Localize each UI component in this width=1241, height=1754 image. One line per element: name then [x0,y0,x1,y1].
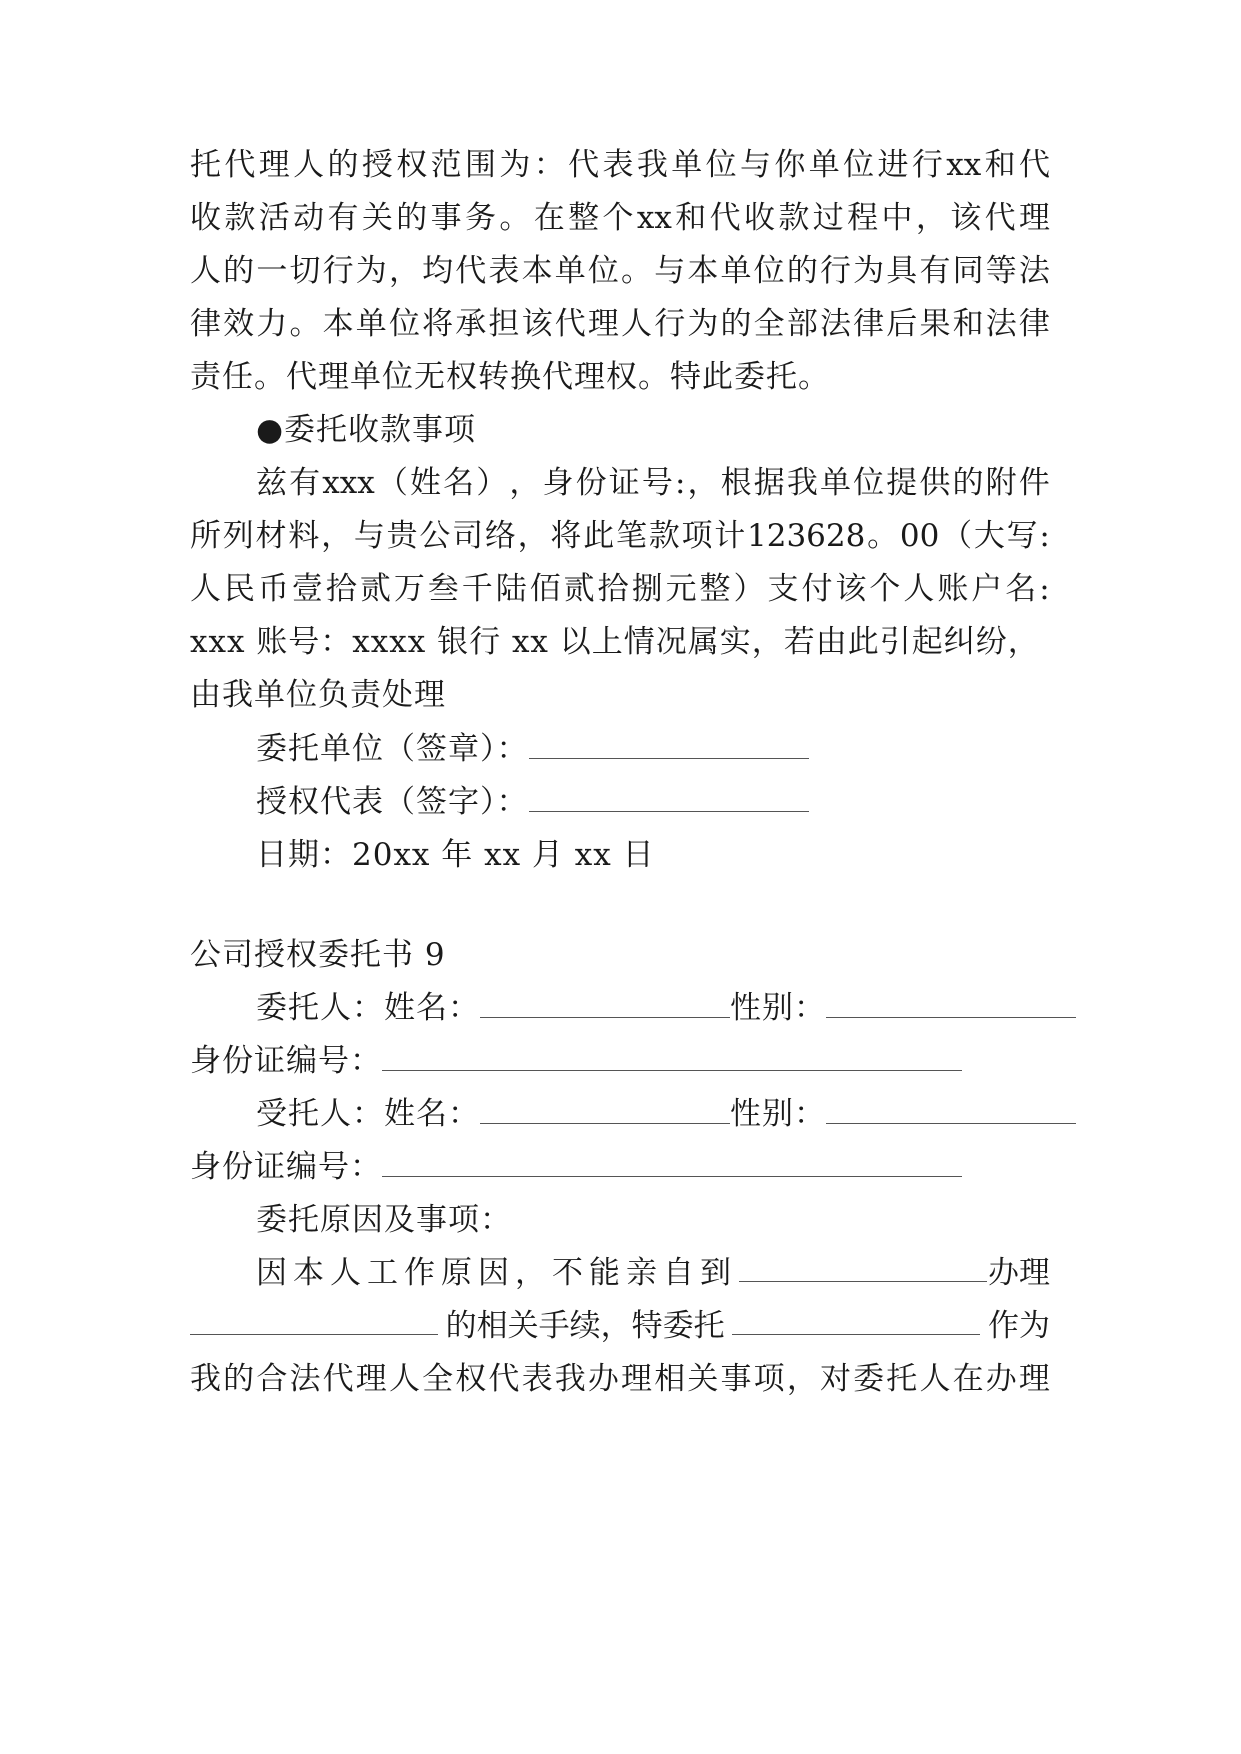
sign-unit-blank[interactable] [529,730,809,759]
agent-id-blank[interactable] [382,1148,962,1177]
reason-line-1-end: 办理 [988,1255,1050,1291]
paragraph-2-line-5: 由我单位负责处理 [190,677,446,713]
principal-gender-label: 性别： [730,990,826,1026]
agent-id-row [190,1147,962,1187]
paragraph-1-line-2: 收 款 活 动 有 关 的 事 务 。 在 整 个 xx 和 代 收 款 过 程 中 ， 该 代 理 [190,200,1050,236]
paragraph-1-line-1: 托 代 理 人 的 授 权 范 围 为 ： 代 表 我 单 位 与 你 单 位 进 行 xx 和 代 [190,147,1050,183]
paragraph-2-line-4: xxx 账号：xxxx 银行 xx 以上情况属实，若由此引起纠纷， [190,624,1040,660]
agent-gender-label: 性别： [730,1096,826,1132]
principal-id-label: 身份证编号： [190,1043,382,1079]
reason-place-blank[interactable] [739,1253,987,1282]
paragraph-1-line-3: 人 的 一 切 行 为 ， 均 代 表 本 单 位 。 与 本 单 位 的 行 为 具 有 同 等 法 [190,253,1050,289]
principal-gender-blank[interactable] [826,989,1076,1018]
reason-line-2-end: 作为 [987,1308,1050,1344]
paragraph-2-line-1: 兹 有 xxx （ 姓 名 ） ， 身 份 证 号 : ， 根 据 我 单 位 提 供 的 附 件 [256,465,1050,501]
agent-name-label: 受托人：姓名： [256,1096,480,1132]
agent-row [256,1094,1076,1134]
bullet-heading: ●委托收款事项 [256,412,477,448]
principal-id-row [190,1041,962,1081]
paragraph-1-line-5: 责任。代理单位无权转换代理权。特此委托。 [190,359,830,395]
section-9-title: 公司授权委托书 9 [190,937,446,973]
agent-name-blank[interactable] [480,1095,730,1124]
reason-line-3: 我 的 合 法 代 理 人 全 权 代 表 我 办 理 相 关 事 项 ， 对 委 托 人 在 办 理 [190,1361,1050,1397]
paragraph-2-line-2: 所 列 材 料 ， 与 贵 公 司 络 ， 将 此 笔 款 项 计 123628 。 00 （ 大 写 : [190,518,1050,554]
reason-line-2-text: 的相关手续，特委托 [445,1308,725,1344]
reason-line-1 [256,1253,1050,1293]
sign-rep-blank[interactable] [529,783,809,812]
reason-line-1-text: 因本人工作原因，不能亲自到 [256,1255,737,1291]
reason-agent-blank[interactable] [732,1306,980,1335]
sign-rep-label: 授权代表（签字）： [256,784,529,820]
paragraph-1-line-4: 律 效 力 。 本 单 位 将 承 担 该 代 理 人 行 为 的 全 部 法 律 后 果 和 法 律 [190,306,1050,342]
reason-matter-blank[interactable] [190,1306,438,1335]
reason-line-2 [190,1306,1050,1346]
sign-rep-row [256,782,809,822]
sign-unit-row [256,729,809,769]
sign-unit-label: 委托单位（签章）： [256,731,529,767]
reason-label: 委托原因及事项： [256,1202,512,1238]
agent-gender-blank[interactable] [826,1095,1076,1124]
paragraph-2-line-3: 人 民 币 壹 拾 贰 万 叁 千 陆 佰 贰 拾 捌 元 整 ） 支 付 该 个 人 账 户 名 : [190,571,1050,607]
principal-row [256,988,1076,1028]
date-line: 日期：20xx 年 xx 月 xx 日 [256,837,655,873]
agent-id-label: 身份证编号： [190,1149,382,1185]
principal-name-blank[interactable] [480,989,730,1018]
principal-id-blank[interactable] [382,1042,962,1071]
principal-name-label: 委托人：姓名： [256,990,480,1026]
